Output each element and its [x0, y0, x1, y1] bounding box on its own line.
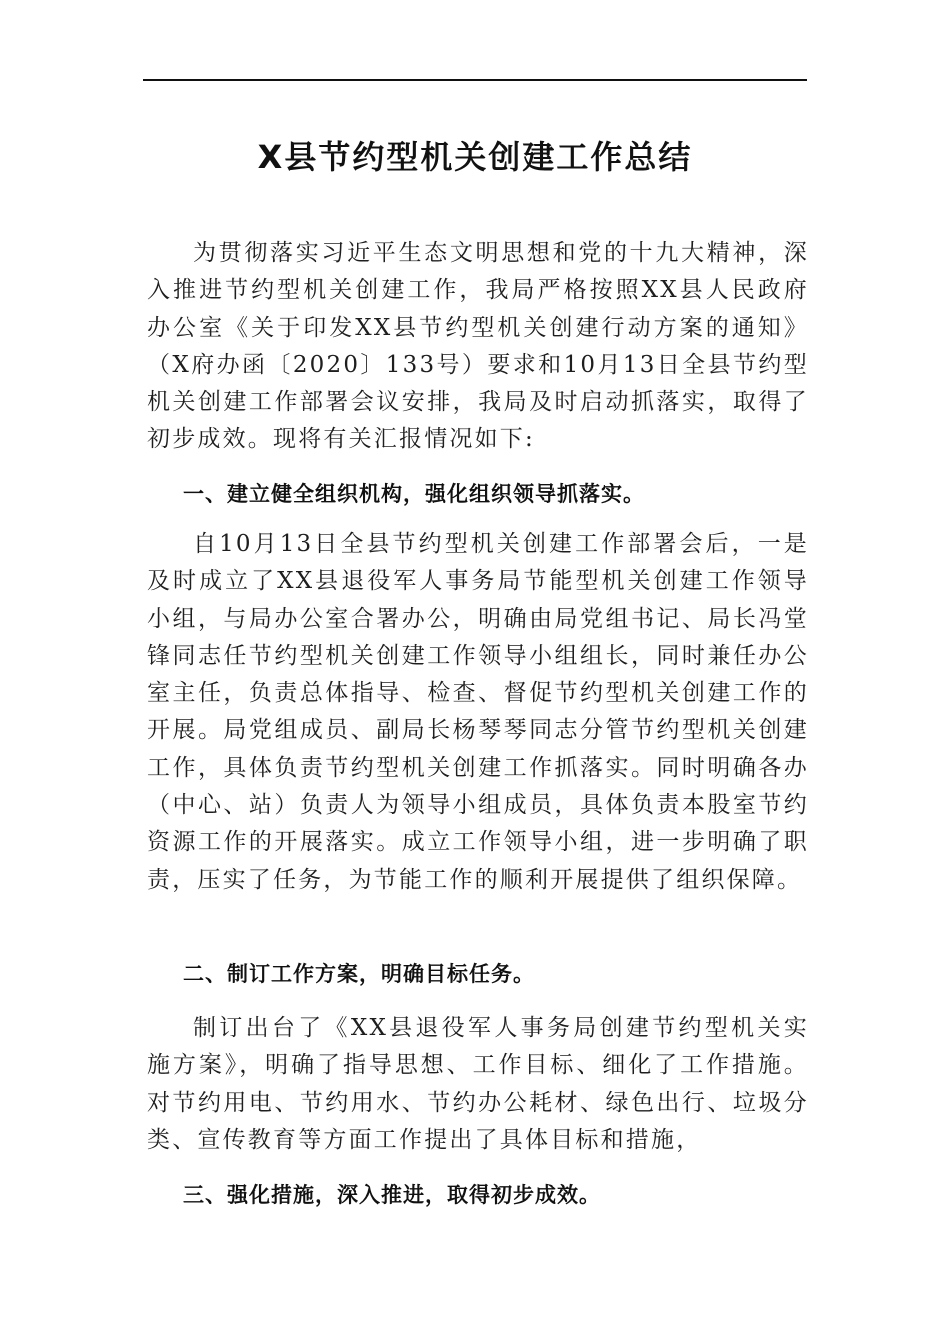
section-1-paragraph: 自10月13日全县节约型机关创建工作部署会后，一是及时成立了XX县退役军人事务局节能型机关创建工作领导小组，与局办公室合署办公，明确由局党组书记、局长冯堂锋同志任节约型机关创建工作领导小组组长，同时兼任办公室主任，负责总体指导、检查、督促节约型机关创建工作的开展。局党组成员、副局长杨琴琴同志分管节约型机关创建工作，具体负责节约型机关创建工作抓落实。同时明确各办（中心、站）负责人为领导小组成员，具体负责本股室节约资源工作的开展落实。成立工作领导小组，进一步明确了职责，压实了任务，为节能工作的顺利开展提供了组织保障。 — [147, 531, 809, 893]
section-heading-3: 三、强化措施，深入推进，取得初步成效。 — [183, 1183, 601, 1207]
header-rule — [143, 79, 807, 81]
section-heading-2: 二、制订工作方案，明确目标任务。 — [183, 962, 535, 986]
document-title: X县节约型机关创建工作总结 — [257, 138, 693, 177]
intro-paragraph: 为贯彻落实习近平生态文明思想和党的十九大精神，深入推进节约型机关创建工作，我局严格按照XX县人民政府办公室《关于印发XX县节约型机关创建行动方案的通知》（X府办函〔2020〕133号）要求和10月13日全县节约型机关创建工作部署会议安排，我局及时启动抓落实，取得了初步成效。现将有关汇报情况如下: — [147, 240, 809, 453]
section-heading-1: 一、建立健全组织机构，强化组织领导抓落实。 — [183, 482, 645, 506]
section-2-paragraph: 制订出台了《XX县退役军人事务局创建节约型机关实施方案》，明确了指导思想、工作目标、细化了工作措施。对节约用电、节约用水、节约办公耗材、绿色出行、垃圾分类、宣传教育等方面工作提出了具体目标和措施， — [147, 1015, 809, 1153]
